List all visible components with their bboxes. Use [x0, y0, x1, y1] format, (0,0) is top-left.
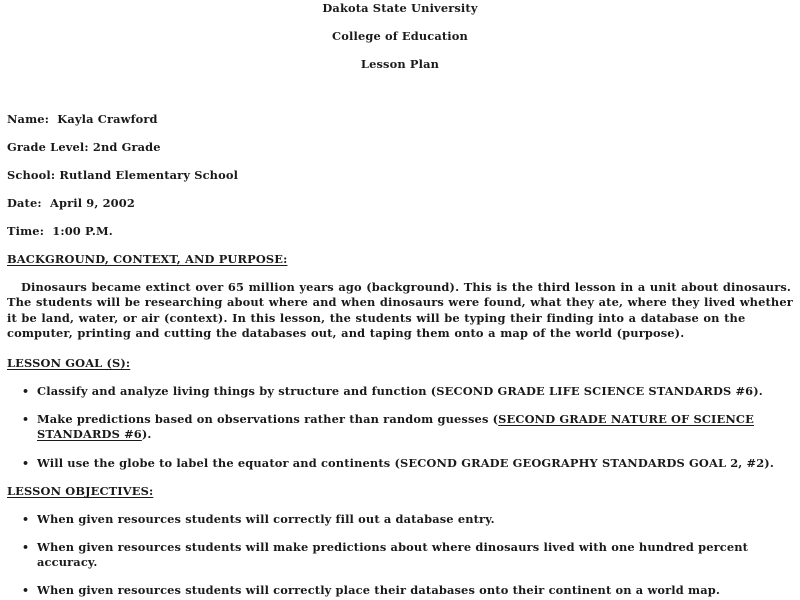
background-heading: BACKGROUND, CONTEXT, AND PURPOSE: [7, 252, 288, 266]
university-title: Dakota State University [322, 1, 478, 15]
lesson-goals-heading: LESSON GOAL (S): [7, 356, 131, 370]
goal-text-before: Make predictions based on observations rather than random guesses ( [37, 412, 499, 426]
lesson-objectives-heading: LESSON OBJECTIVES: [7, 484, 154, 498]
school-label: School: [7, 168, 56, 182]
bullet-icon: • [22, 385, 30, 398]
objective-text: When given resources students will make predictions about where dinosaurs lived with one hundred percent accuracy. [37, 540, 749, 570]
document-type-title: Lesson Plan [360, 57, 440, 71]
goal-text [37, 412, 792, 443]
date-value: April 9, 2002 [49, 196, 135, 210]
background-paragraph [7, 280, 797, 341]
date-label: Date: [7, 196, 42, 210]
objective-item [22, 512, 792, 527]
grade-level-value: 2nd Grade [92, 140, 161, 154]
name-label: Name: [7, 112, 50, 126]
goal-item [22, 456, 792, 471]
objective-text: When given resources students will correctly fill out a database entry. [37, 512, 495, 526]
school-field [7, 168, 238, 182]
goal-text: Will use the globe to label the equator and continents (SECOND GRADE GEOGRAPHY STANDARDS GOAL 2, #2). [37, 456, 774, 470]
time-value: 1:00 P.M. [52, 224, 113, 238]
goal-item [22, 384, 792, 399]
name-value: Kayla Crawford [57, 112, 158, 126]
bullet-icon: • [22, 413, 30, 426]
bullet-icon: • [22, 513, 30, 526]
time-label: Time: [7, 224, 45, 238]
name-field [7, 112, 158, 126]
objective-item [22, 583, 792, 598]
objective-text: When given resources students will correctly place their databases onto their continent on a world map. [37, 583, 720, 597]
school-value: Rutland Elementary School [59, 168, 239, 182]
grade-level-field [7, 140, 161, 154]
goal-item [22, 412, 792, 443]
grade-level-label: Grade Level: [7, 140, 89, 154]
date-field [7, 196, 135, 210]
bullet-icon: • [22, 584, 30, 597]
background-text: Dinosaurs became extinct over 65 million years ago (background). This is the third lesson in a unit about dinosaurs. The students will be researching about where and when dinosaurs were found, what they ate, where they lived whether it be land, water, or air (context). In this lesson, the students will be typing their finding into a database on the computer, printing and cutting the databases out, and taping them onto a map of the world (purpose). [7, 280, 793, 340]
objective-item [22, 540, 792, 571]
goal-text-after: ). [141, 427, 152, 442]
bullet-icon: • [22, 541, 30, 554]
college-title: College of Education [332, 29, 468, 43]
goal-text: Classify and analyze living things by structure and function (SECOND GRADE LIFE SCIENCE STANDARDS #6). [37, 384, 763, 398]
bullet-icon: • [22, 457, 30, 470]
standards-reference: SECOND GRADE NATURE OF SCIENCE STANDARDS #6 [37, 412, 754, 442]
time-field [7, 224, 113, 238]
